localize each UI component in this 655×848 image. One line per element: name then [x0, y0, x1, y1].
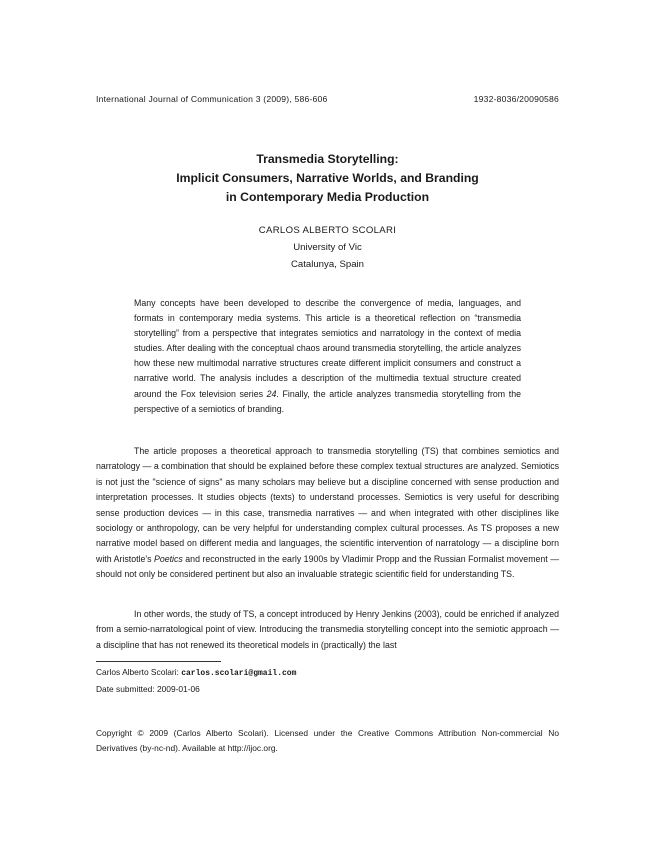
author-email-link[interactable]: carlos.scolari@gmail.com [181, 669, 297, 678]
abstract-text-after: . Finally, the article analyzes transmedia storytelling from the perspective of a semiotics of branding. [134, 388, 521, 414]
title-line-2: Implicit Consumers, Narrative Worlds, and Branding [176, 171, 479, 185]
author-location: Catalunya, Spain [290, 259, 365, 270]
p1-italic-poetics: Poetics [153, 553, 183, 564]
p1-text-before: The article proposes a theoretical approach to transmedia storytelling (TS) that combines semiotics and narratology — a combination that should be explained before these complex textual structures are analyzed. Semiotics is not just the "science of signs" as many scholars may believe but a discipline concerned with sense production and interpretation processes. It studies objects (texts) to understand processes. Semiotics is very useful for describing sense production devices — in this case, transmedia narratives — and when integrated with other disciplines like sociology or anthropology, can be very helpful for understanding complex cultural processes. As TS proposes a new narrative model based on different media and languages, the scientific intervention of narratology — a discipline born with Aristotle's [96, 446, 559, 564]
abstract-series-title: 24 [266, 388, 277, 399]
footnotes [96, 665, 559, 697]
title-line-3: in Contemporary Media Production [225, 190, 430, 204]
author-name: CARLOS ALBERTO SCOLARI [258, 225, 397, 236]
author-affiliation: University of Vic [293, 242, 362, 253]
p2-text: In other words, the study of TS, a concept introduced by Henry Jenkins (2003), could be enriched if analyzed from a semio-narratological point of view. Introducing the transmedia storytelling concept into the semiotic approach — a discipline that has not renewed its theoretical models in (practically) the last [96, 609, 559, 650]
date-submitted: Date submitted: 2009-01-06 [96, 683, 200, 694]
body-paragraph-2 [96, 607, 559, 653]
footnote-author [96, 665, 559, 682]
issn-code: 1932-8036/20090586 [473, 94, 559, 104]
title-line-1: Transmedia Storytelling: [256, 152, 399, 166]
paper-title [96, 150, 559, 207]
abstract [134, 296, 521, 417]
author-block [96, 222, 559, 273]
journal-citation: International Journal of Communication 3 (2009), 586-606 [96, 94, 328, 104]
p1-text-after: and reconstructed in the early 1900s by Vladimir Propp and the Russian Formalist movement — should not only be considered pertinent but also an invaluable strategic scientific field for understanding TS. [96, 553, 560, 580]
copyright-notice: Copyright © 2009 (Carlos Alberto Scolari). Licensed under the Creative Commons Attribution Non-commercial No Derivatives (by-nc-nd). Available at http://ijoc.org. [96, 728, 559, 754]
footnote-author-label: Carlos Alberto Scolari: [96, 667, 179, 677]
footnote-divider [96, 661, 221, 662]
body-paragraph-1 [96, 444, 559, 583]
abstract-text-before: Many concepts have been developed to describe the convergence of media, languages, and formats in contemporary media systems. This article is a theoretical reflection on “transmedia storytelling” from a perspective that integrates semiotics and narratology in the context of media studies. After dealing with the conceptual chaos around transmedia storytelling, the article analyzes how these new multimodal narrative structures create different implicit consumers and construct a narrative world. The analysis includes a description of the multimedia textual structure created around the Fox television series [134, 298, 521, 399]
